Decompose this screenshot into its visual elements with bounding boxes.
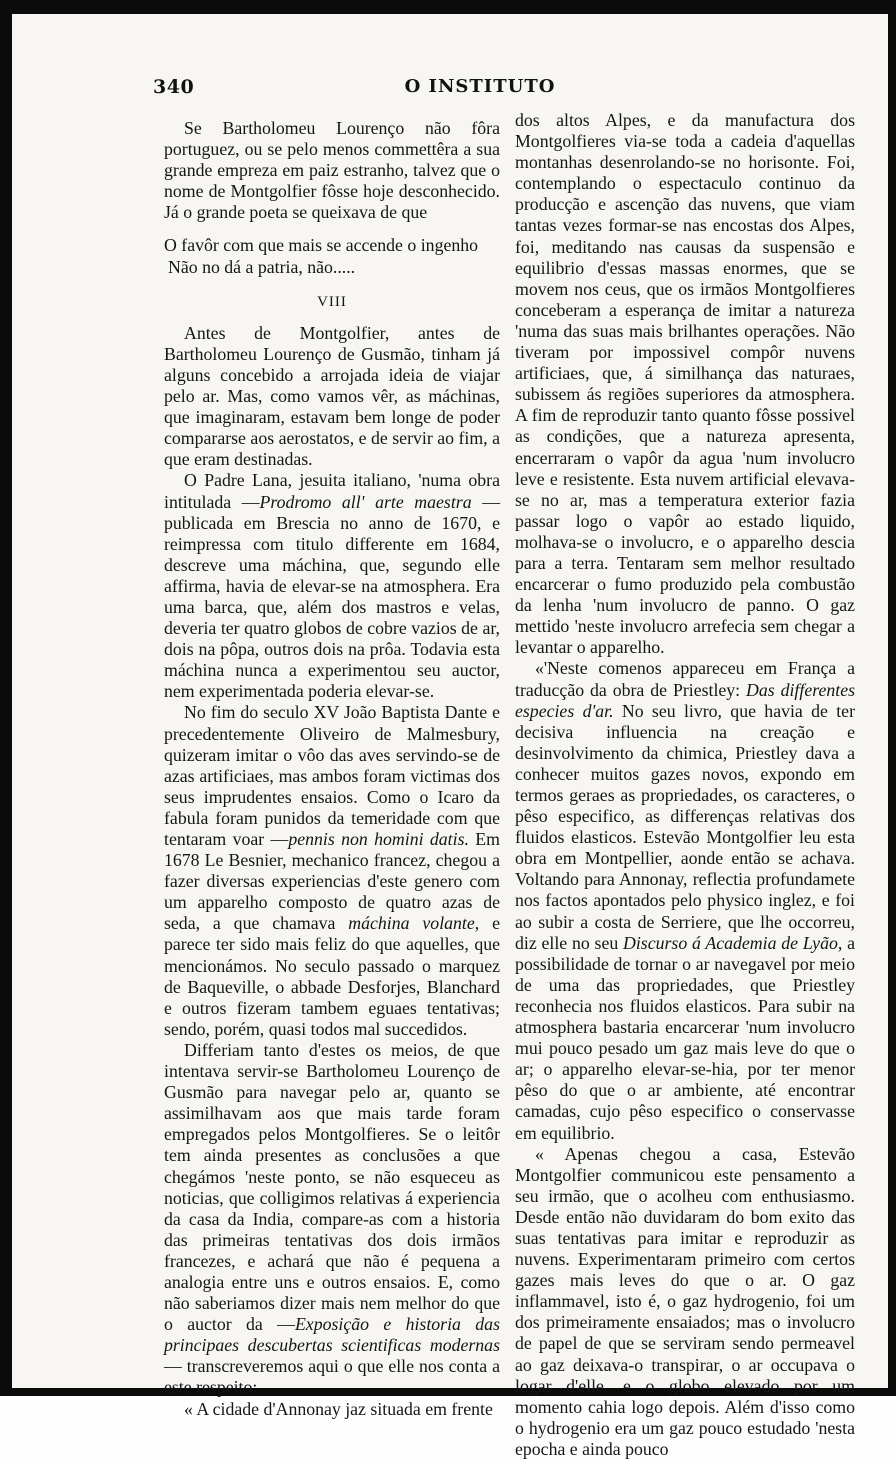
verse-quote: [164, 235, 500, 277]
running-title: O INSTITUTO: [404, 76, 556, 97]
paragraph: « A cidade d'Annonay jaz situada em frente: [184, 1398, 493, 1419]
text-run: — publicada em Brescia no anno de 1670, e reimpressa com titulo differente em 1684, descreve uma máchina, que, segundo elle affirma, havia de elevar-se na atmosphera. Era uma barca, que, além dos mastros e velas, deveria ter quatro globos de cobre vazios de ar, dois na pôpa, outros dois na prôa. Todavia esta máchina nunca a experimentou seu auctor, nem experimentada poderia elevar-se.: [164, 491, 500, 702]
text-run: No fim do seculo XV João Baptista Dante e precedentemente Oliveiro de Malmesbury, quizeram imitar o vôo das aves servindo-se de azas artificiaes, mas ambos foram victimas dos seus imprudentes ensaios. Como o Icaro da fabula foram punidos da temeridade com que tentaram voar —: [164, 702, 500, 849]
paragraph: [515, 658, 855, 1143]
text-run: No seu livro, que havia de ter decisiva influencia na creação e desinvolvimento da chimica, Priestley dava a conhecer muitos gazes novos, expondo em termos geraes as propriedades, os caracteres, o pêso especifico, as differenças relativas dos fluidos elasticos. Estevão Montgolfier leu esta obra em Montpellier, aonde então se achava. Voltando para Annonay, reflectia profundamete nos factos apontados pelo physico inglez, e foi ao subir a costa de Serriere, que lhe occorreu, diz elle no seu: [515, 700, 855, 953]
text-run: O Padre Lana, jesuita italiano, 'numa obra intitulada —: [164, 470, 500, 512]
paragraph: « Apenas chegou a casa, Estevão Montgolfier communicou este pensamento a seu irmão, que o acolheu com enthusiasmo. Desde então não duvidaram do bom exito das suas tentativas para imitar e reproduzir as nuvens. Experimentaram primeiro com certos gazes mais leves do que o ar. O gaz inflammavel, isto é, o gaz hydrogenio, foi um dos primeiramente ensaiados; mas o involucro de papel de que se serviram sendo permeavel ao gaz deixava-o transpirar, o ar occupava o logar d'elle, e o globo elevado por um momento cahia logo depois. Além d'isso como o hydrogenio era um gaz pouco estudado 'nesta epocha e ainda pouco: [515, 1143, 855, 1459]
page-number: 340: [153, 76, 195, 98]
section-number: VIII: [317, 293, 347, 310]
book-title: Exposição e historia das principaes descubertas scientificas modernas: [164, 1314, 500, 1356]
page: [12, 14, 888, 1459]
paragraph: [164, 470, 500, 702]
right-column: [515, 110, 855, 1460]
machine-name: máchina volante: [348, 913, 475, 934]
paragraph: [164, 702, 500, 1040]
discourse-title: Discurso á Academia de Lyão,: [623, 932, 843, 953]
book-title: Das differentes especies d'ar.: [515, 679, 855, 721]
verse-line: Não no dá a patria, não.....: [168, 256, 356, 277]
paragraph: dos altos Alpes, e da manufactura dos Montgolfieres via-se toda a cadeia d'aquellas montanhas desenrolando-se no horisonte. Foi, contemplando o espectaculo continuo da producção e ascenção das nuvens, que viam tantas vezes formar-se nas encostas dos Alpes, foi, meditando nas causas da suspensão e equilibrio d'essas massas enormes, que se movem nos ceus, que os irmãos Montgolfieres conceberam a esperança de imitar a natureza 'numa das suas mais brilhantes operações. Não tiveram por impossivel compôr nuvens artificiaes, que, á similhança das naturaes, subissem ás regiões superiores da atmosphera. A fim de reproduzir tanto quanto fôsse possivel as condições, que a natureza apresenta, encerraram o vapôr da agua 'num involucro leve e resistente. Esta nuvem artificial elevava-se no ar, mas a temperatura exterior fazia passar logo o vapôr ao estado liquido, molhava-se o involucro, e o apparelho descia para a terra. Tentaram sem melhor resultado encarcerar o fumo produzido pela combustão da lenha 'num involucro de panno. O gaz mettido 'neste involucro arrefecia sem chegar a levantar o apparelho.: [515, 110, 855, 658]
page-header: [12, 76, 888, 102]
text-run: , e parece ter sido mais feliz do que aquelles, que mencionámos. No seculo passado o marquez de Baqueville, o abbade Desforjes, Blanchard e outros fizeram tambem eguaes tentativas; sendo, porém, quasi todos mal succedidos.: [164, 913, 500, 1039]
text-run: Differiam tanto d'estes os meios, de que intentava servir-se Bartholomeu Lourenço de Gusmão para navegar pelo ar, quanto se assimilhavam aos que mais tarde foram empregados pelos Montgolfieres. Se o leitôr tem ainda presentes as conclusões a que chegámos 'neste ponto, se não esqueceu as noticias, que colligimos relativas á experiencia da casa da India, compare-as com a historia das primeiras tentativas dos dois irmãos francezes, e achará que não é pequena a analogia entre uns e outros ensaios. E, como não saberiamos dizer mais nem melhor do que o auctor da —: [164, 1039, 500, 1335]
paragraph: Antes de Montgolfier, antes de Bartholomeu Lourenço de Gusmão, tinham já alguns concebido a arrojada ideia de viajar pelo ar. Mas, como vamos vêr, as máchinas, que imaginaram, estavam bem longe de poder compararse aos aerostatos, e de servir ao fim, a que eram destinadas.: [164, 322, 500, 470]
text-run: — transcreveremos aqui o que elle nos conta a este respeito:: [164, 1356, 500, 1398]
text-run: «'Neste comenos appareceu em França a traducção da obra de Priestley:: [515, 658, 855, 700]
paragraph: Se Bartholomeu Lourenço não fôra portuguez, ou se pelo menos commettêra a sua grande empreza em paiz estranho, talvez que o nome de Montgolfier fôsse hoje desconhecido. Já o grande poeta se queixava de que: [164, 118, 500, 223]
text-run: a possibilidade de tornar o ar navegavel por meio de uma das propriedades, que Priestley reconhecia nos fluidos elasticos. Para subir na atmosphera bastaria encarcerar 'num involucro mui pouco pesado um gaz mais leve do que o ar; o apparelho elevar-se-hia, por ter menor pêso do que o ar ambiente, até encontrar camadas, cujo pêso especifico o conservasse em equilibrio.: [515, 932, 855, 1143]
text-run: Em 1678 Le Besnier, mechanico francez, chegou a fazer diversas experiencias d'este genero com um apparelho composto de quatro azas de seda, a que chamava: [164, 829, 500, 934]
paragraph: [164, 1040, 500, 1399]
verse-line: O favôr com que mais se accende o ingenho: [164, 235, 479, 256]
book-title: Prodromo all' arte maestra: [259, 491, 472, 512]
latin-quote: pennis non homini datis.: [288, 829, 469, 849]
left-column: [164, 118, 500, 1420]
